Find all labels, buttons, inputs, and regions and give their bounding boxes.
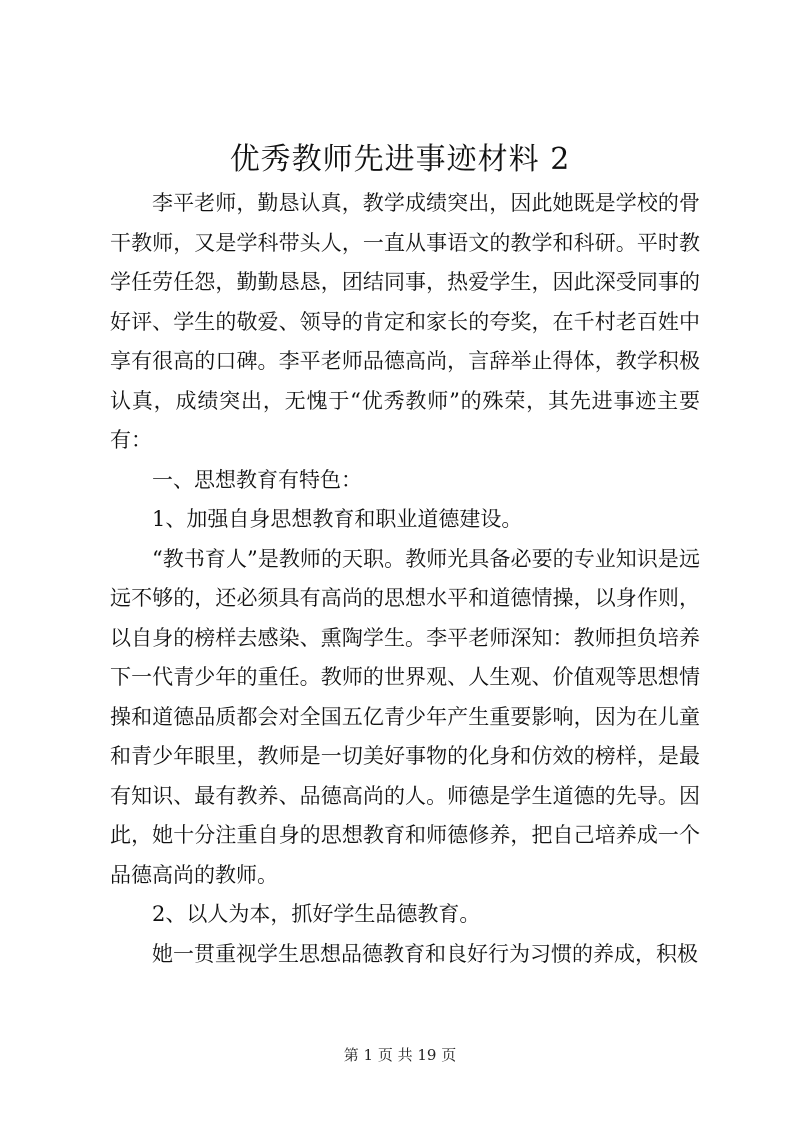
subheading-self-education: 1、加强自身思想教育和职业道德建设。 bbox=[152, 507, 523, 531]
paragraph-teacher-duty: “教书育人”是教师的天职。教师光具备必要的专业知识是远远不够的，还必须具有高尚的思想水平和道德情操，以身作则，以自身的榜样去感染、熏陶学生。李平老师深知：教师担负培养下一代青少年的重任。教师的世界观、人生观、价值观等思想情操和道德品质都会对全国五亿青少年产生重要影响，因为在儿童和青少年眼里，教师是一切美好事物的化身和仿效的榜样，是最有知识、最有教养、品德高尚的人。师德是学生道德的先导。因此，她十分注重自身的思想教育和师德修养，把自己培养成一个品德高尚的教师。 bbox=[110, 546, 700, 887]
paragraph-student-habits: 她一贯重视学生思想品德教育和良好行为习惯的养成，积极 bbox=[152, 941, 698, 966]
subheading-student-morality: 2、以人为本，抓好学生品德教育。 bbox=[152, 902, 481, 926]
document-body bbox=[110, 184, 700, 974]
paragraph-intro: 李平老师，勤恳认真，教学成绩突出，因此她既是学校的骨干教师，又是学科带头人，一直从事语文的教学和科研。平时教学任劳任怨，勤勤恳恳，团结同事，热爱学生，因此深受同事的好评、学生的敬爱、领导的肯定和家长的夸奖，在千村老百姓中享有很高的口碑。李平老师品德高尚，言辞举止得体，教学积极认真，成绩突出，无愧于“优秀教师”的殊荣，其先进事迹主要有： bbox=[110, 191, 700, 452]
document-title: 优秀教师先进事迹材料 2 bbox=[229, 142, 571, 177]
section-heading-ideology: 一、思想教育有特色： bbox=[152, 467, 362, 492]
page-footer: 第 1 页 共 19 页 bbox=[343, 1046, 457, 1064]
